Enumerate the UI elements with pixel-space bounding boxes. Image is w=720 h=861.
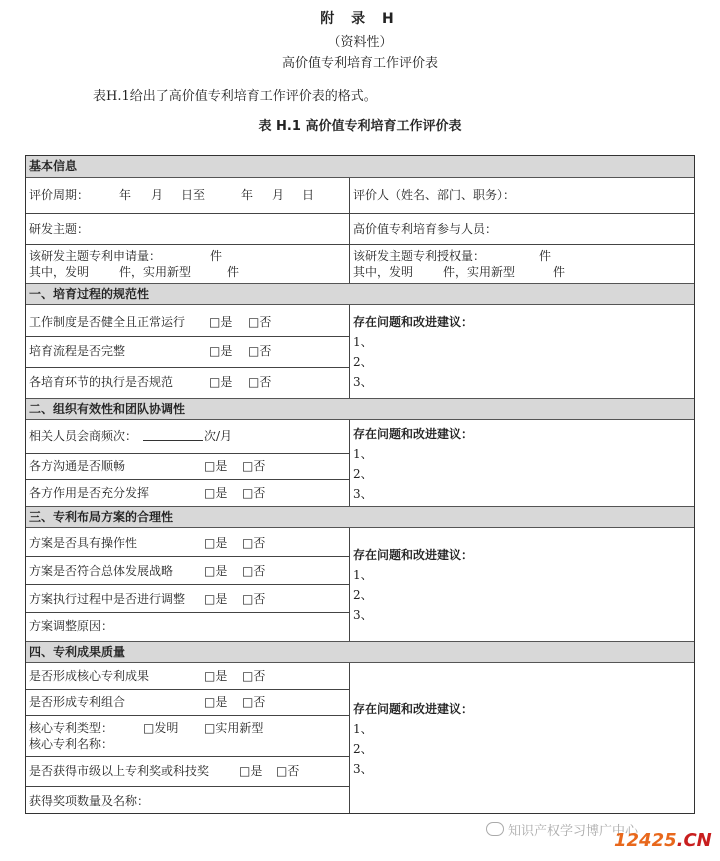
s3-item <box>26 563 346 579</box>
divider <box>26 612 349 613</box>
granted-utility-unit: 件 <box>553 265 566 279</box>
s1-item-label: 培育流程是否完整 <box>29 344 126 358</box>
section-header-3: 三、专利布局方案的合理性 <box>26 506 694 528</box>
applied-utility-label: 件，实用新型 <box>119 265 192 279</box>
divider <box>26 715 349 716</box>
appendix-title: 附 录 H <box>320 11 400 27</box>
no-checkbox[interactable]: □否 <box>248 344 272 358</box>
s4-core-patent <box>26 720 346 752</box>
period-day-end: 日 <box>302 188 315 202</box>
period-month-start: 月 <box>151 188 164 202</box>
s2-suggestions <box>350 426 690 502</box>
suggestion-item: 3、 <box>353 375 373 389</box>
yes-checkbox[interactable]: □是 <box>204 669 228 683</box>
period-year-start: 年 <box>119 188 132 202</box>
suggestion-item: 1、 <box>353 335 373 349</box>
divider <box>26 689 349 690</box>
s4-award <box>26 763 346 779</box>
section-header-basic: 基本信息 <box>26 156 694 178</box>
no-checkbox[interactable]: □否 <box>248 315 272 329</box>
divider <box>26 584 349 585</box>
applied-cell <box>26 248 346 282</box>
topic-cell: 研发主题： <box>29 222 90 236</box>
granted-invention-label: 其中，发明 <box>353 265 414 279</box>
watermark-text: 知识产权学习博广中心 <box>508 824 639 839</box>
yes-checkbox[interactable]: □是 <box>209 375 233 389</box>
yes-checkbox[interactable]: □是 <box>209 315 233 329</box>
utility-checkbox[interactable]: □实用新型 <box>204 721 264 735</box>
s1-item <box>26 374 346 390</box>
granted-label: 该研发主题专利授权量： <box>353 249 486 263</box>
suggestions-title: 存在问题和改进建议： <box>353 315 474 329</box>
s2-item-label: 各方作用是否充分发挥 <box>29 486 150 500</box>
period-month-end: 月 <box>272 188 285 202</box>
section-header-1: 一、培育过程的规范性 <box>26 283 694 305</box>
no-checkbox[interactable]: □否 <box>248 375 272 389</box>
evaluation-table <box>25 155 695 814</box>
s3-reason: 方案调整原因： <box>29 619 114 633</box>
period-label: 评价周期： <box>29 188 90 202</box>
s3-item-label: 方案是否具有操作性 <box>29 536 138 550</box>
no-checkbox[interactable]: □否 <box>242 564 266 578</box>
logo-domain: .CN <box>676 830 712 851</box>
divider <box>26 213 694 214</box>
s3-item <box>26 535 346 551</box>
s4-item <box>26 694 346 710</box>
granted-utility-label: 件，实用新型 <box>443 265 516 279</box>
s4-item-label: 是否形成专利组合 <box>29 695 126 709</box>
applied-label: 该研发主题专利申请量： <box>29 249 162 263</box>
suggestion-item: 2、 <box>353 355 373 369</box>
suggestion-item: 2、 <box>353 467 373 481</box>
s3-suggestions <box>350 547 690 623</box>
s4-award-list: 获得奖项数量及名称： <box>29 794 150 808</box>
yes-checkbox[interactable]: □是 <box>209 344 233 358</box>
table-caption: 表 H.1 高价值专利培育工作评价表 <box>258 119 462 134</box>
section-header-2: 二、组织有效性和团队协调性 <box>26 398 694 420</box>
divider <box>26 556 349 557</box>
s4-item-label: 是否形成核心专利成果 <box>29 669 150 683</box>
yes-checkbox[interactable]: □是 <box>204 695 228 709</box>
s3-item <box>26 591 346 607</box>
suggestions-title: 存在问题和改进建议： <box>353 702 474 716</box>
no-checkbox[interactable]: □否 <box>242 486 266 500</box>
yes-checkbox[interactable]: □是 <box>204 486 228 500</box>
s2-item <box>26 458 346 474</box>
no-checkbox[interactable]: □否 <box>276 764 300 778</box>
core-type-label: 核心专利类型： <box>29 721 114 735</box>
wechat-icon <box>486 822 504 836</box>
yes-checkbox[interactable]: □是 <box>204 459 228 473</box>
s3-item-label: 方案是否符合总体发展战略 <box>29 564 174 578</box>
divider <box>26 336 349 337</box>
suggestion-item: 1、 <box>353 722 373 736</box>
suggestion-item: 3、 <box>353 762 373 776</box>
yes-checkbox[interactable]: □是 <box>239 764 263 778</box>
suggestion-item: 3、 <box>353 608 373 622</box>
divider <box>26 244 694 245</box>
suggestions-title: 存在问题和改进建议： <box>353 548 474 562</box>
award-question: 是否获得市级以上专利奖或科技奖 <box>29 764 210 778</box>
no-checkbox[interactable]: □否 <box>242 695 266 709</box>
frequency-label: 相关人员会商频次： <box>29 429 138 443</box>
yes-checkbox[interactable]: □是 <box>204 592 228 606</box>
divider <box>26 786 349 787</box>
suggestion-item: 1、 <box>353 447 373 461</box>
s1-suggestions <box>350 314 690 390</box>
divider <box>26 479 349 480</box>
s1-item-label: 工作制度是否健全且正常运行 <box>29 315 186 329</box>
frequency-blank[interactable] <box>143 428 203 441</box>
site-logo <box>614 830 712 851</box>
applied-invention-label: 其中，发明 <box>29 265 90 279</box>
divider <box>26 367 349 368</box>
s2-item-label: 各方沟通是否顺畅 <box>29 459 126 473</box>
divider <box>26 756 349 757</box>
participants-cell: 高价值专利培育参与人员： <box>353 222 498 236</box>
s1-item-label: 各培育环节的执行是否规范 <box>29 375 174 389</box>
yes-checkbox[interactable]: □是 <box>204 536 228 550</box>
suggestion-item: 1、 <box>353 568 373 582</box>
s1-item <box>26 314 346 330</box>
period-year-end: 年 <box>241 188 254 202</box>
s3-item-label: 方案执行过程中是否进行调整 <box>29 592 186 606</box>
no-checkbox[interactable]: □否 <box>242 669 266 683</box>
divider <box>26 453 349 454</box>
section-header-4: 四、专利成果质量 <box>26 641 694 663</box>
frequency-unit: 次/月 <box>204 429 233 443</box>
granted-cell <box>350 248 690 282</box>
invention-checkbox[interactable]: □发明 <box>143 721 179 735</box>
appendix-nature: （资料性） <box>327 35 393 50</box>
no-checkbox[interactable]: □否 <box>242 459 266 473</box>
intro-paragraph: 表H.1给出了高价值专利培育工作评价表的格式。 <box>93 89 377 104</box>
suggestions-title: 存在问题和改进建议： <box>353 427 474 441</box>
s4-item <box>26 668 346 684</box>
yes-checkbox[interactable]: □是 <box>204 564 228 578</box>
document-title: 高价值专利培育工作评价表 <box>281 56 438 71</box>
s4-suggestions <box>350 701 690 777</box>
core-name-label: 核心专利名称： <box>29 737 114 751</box>
suggestion-item: 2、 <box>353 742 373 756</box>
granted-unit: 件 <box>539 249 552 263</box>
evaluator-cell: 评价人（姓名、部门、职务）： <box>353 188 516 202</box>
period-day-start: 日至 <box>181 188 206 202</box>
no-checkbox[interactable]: □否 <box>242 592 266 606</box>
s2-frequency <box>26 428 346 444</box>
logo-number: 12425 <box>614 830 677 851</box>
s2-item <box>26 485 346 501</box>
s1-item <box>26 343 346 359</box>
applied-utility-unit: 件 <box>227 265 240 279</box>
suggestion-item: 2、 <box>353 588 373 602</box>
applied-unit: 件 <box>210 249 223 263</box>
suggestion-item: 3、 <box>353 487 373 501</box>
no-checkbox[interactable]: □否 <box>242 536 266 550</box>
period-cell <box>26 187 346 203</box>
